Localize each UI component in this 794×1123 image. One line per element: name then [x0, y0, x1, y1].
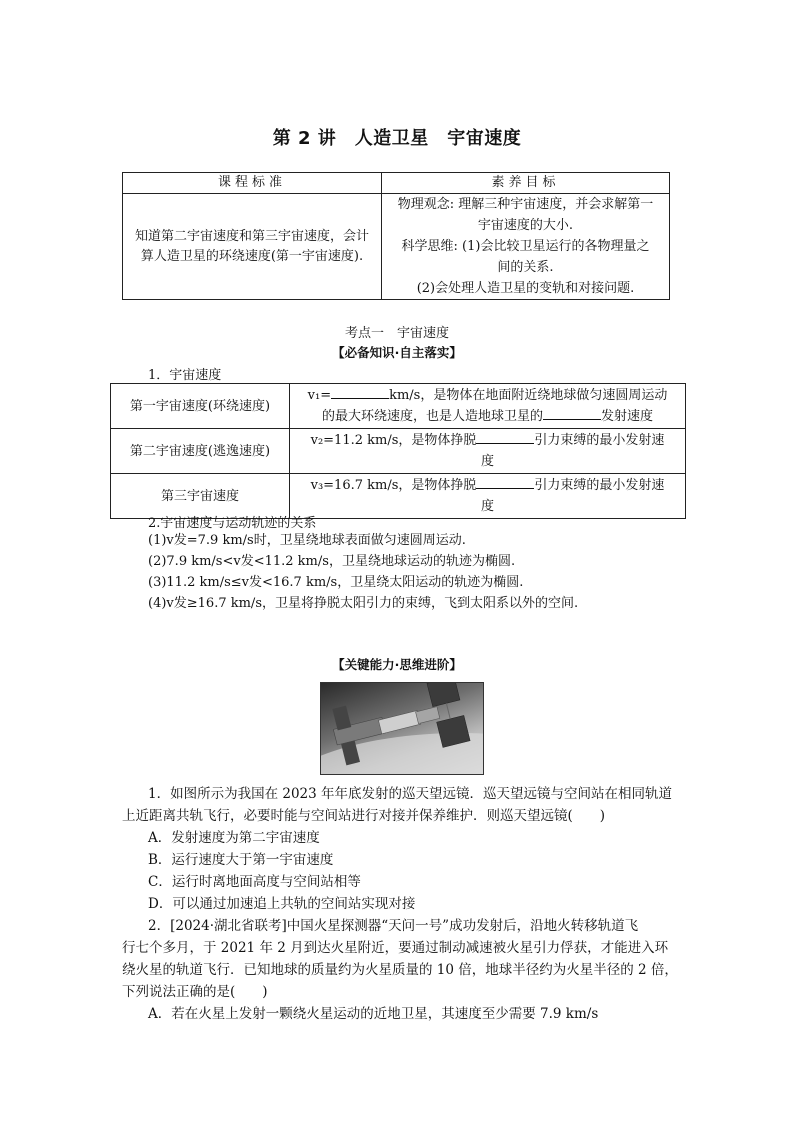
speed-desc: v₂=11.2 km/s，是物体挣脱 引力束缚的最小发射速 度	[290, 429, 686, 474]
speed-row	[111, 384, 686, 429]
question-text: 2．[2024·湖北省联考]中国火星探测器“天问一号”成功发射后，沿地火转移轨道飞	[148, 918, 639, 934]
goal-line: 物理观念: 理解三种宇宙速度，并会求解第一	[397, 197, 654, 212]
question-text: 下列说法正确的是( )	[122, 984, 268, 1000]
subheading-cosmic-speed: 1．宇宙速度	[148, 368, 222, 383]
goal-line: 宇宙速度的大小.	[477, 218, 574, 233]
question-text: 绕火星的轨道飞行．已知地球的质量约为火星质量的 10 倍，地球半径约为火星半径的 2 倍，	[122, 962, 678, 978]
standards-table	[122, 172, 670, 300]
course-standard-text: 知道第二宇宙速度和第三宇宙速度，会计算人造卫星的环绕速度(第一宇宙速度).	[123, 194, 382, 300]
goal-line: 间的关系.	[497, 260, 554, 275]
space-station-image	[320, 682, 484, 775]
option-c: C．运行时离地面高度与空间站相等	[148, 874, 361, 890]
subheading-trajectory: 2.宇宙速度与运动轨迹的关系	[148, 516, 317, 531]
goal-line: 科学思维: (1)会比较卫星运行的各物理量之	[401, 239, 650, 254]
kaodian-heading: 考点一 宇宙速度	[344, 326, 449, 341]
speed-desc: v₃=16.7 km/s，是物体挣脱 引力束缚的最小发射速 度	[290, 474, 686, 519]
relation-line: (2)7.9 km/s<v发<11.2 km/s，卫星绕地球运动的轨迹为椭圆.	[148, 554, 516, 569]
option-d: D．可以通过加速追上共轨的空间站实现对接	[148, 896, 416, 912]
option-a: A．发射速度为第二宇宙速度	[148, 830, 320, 846]
speed-table	[110, 383, 686, 519]
question-text: 行七个多月，于 2021 年 2 月到达火星附近，要通过制动减速被火星引力俘获，才能进入环	[122, 940, 669, 956]
relation-line: (4)v发≥16.7 km/s，卫星将挣脱太阳引力的束缚，飞到太阳系以外的空间.	[148, 596, 579, 611]
fill-blank[interactable]	[476, 476, 534, 489]
speed-row	[111, 429, 686, 474]
fill-blank[interactable]	[543, 407, 601, 420]
speed-name: 第一宇宙速度(环绕速度)	[111, 384, 290, 429]
speed-desc: v₁= km/s，是物体在地面附近绕地球做匀速圆周运动 的最大环绕速度，也是人造地球卫星的 发射速度	[290, 384, 686, 429]
section-guanjian: 【关键能力·思维进阶】	[332, 657, 462, 672]
question-text: 1．如图所示为我国在 2023 年年底发射的巡天望远镜．巡天望远镜与空间站在相同轨道	[148, 786, 673, 802]
header-course-standard: 课程标准	[123, 173, 382, 194]
speed-name: 第三宇宙速度	[111, 474, 290, 519]
fill-blank[interactable]	[331, 386, 389, 399]
speed-name: 第二宇宙速度(逃逸速度)	[111, 429, 290, 474]
fill-blank[interactable]	[476, 431, 534, 444]
option-b: B．运行速度大于第一宇宙速度	[148, 852, 334, 868]
goal-line: (2)会处理人造卫星的变轨和对接问题.	[416, 281, 635, 296]
relation-line: (1)v发=7.9 km/s时，卫星绕地球表面做匀速圆周运动.	[148, 533, 466, 548]
relation-line: (3)11.2 km/s≤v发<16.7 km/s，卫星绕太阳运动的轨迹为椭圆.	[148, 575, 524, 590]
literacy-goal-text	[382, 194, 670, 300]
question-text: 上近距离共轨飞行，必要时能与空间站进行对接并保养维护．则巡天望远镜( )	[122, 808, 606, 824]
space-station-illustration	[321, 683, 483, 774]
header-literacy-goal: 素养目标	[382, 173, 670, 194]
option-a: A．若在火星上发射一颗绕火星运动的近地卫星，其速度至少需要 7.9 km/s	[148, 1006, 599, 1022]
section-bixing: 【必备知识·自主落实】	[332, 345, 462, 360]
page-title: 第 2 讲 人造卫星 宇宙速度	[272, 128, 522, 149]
